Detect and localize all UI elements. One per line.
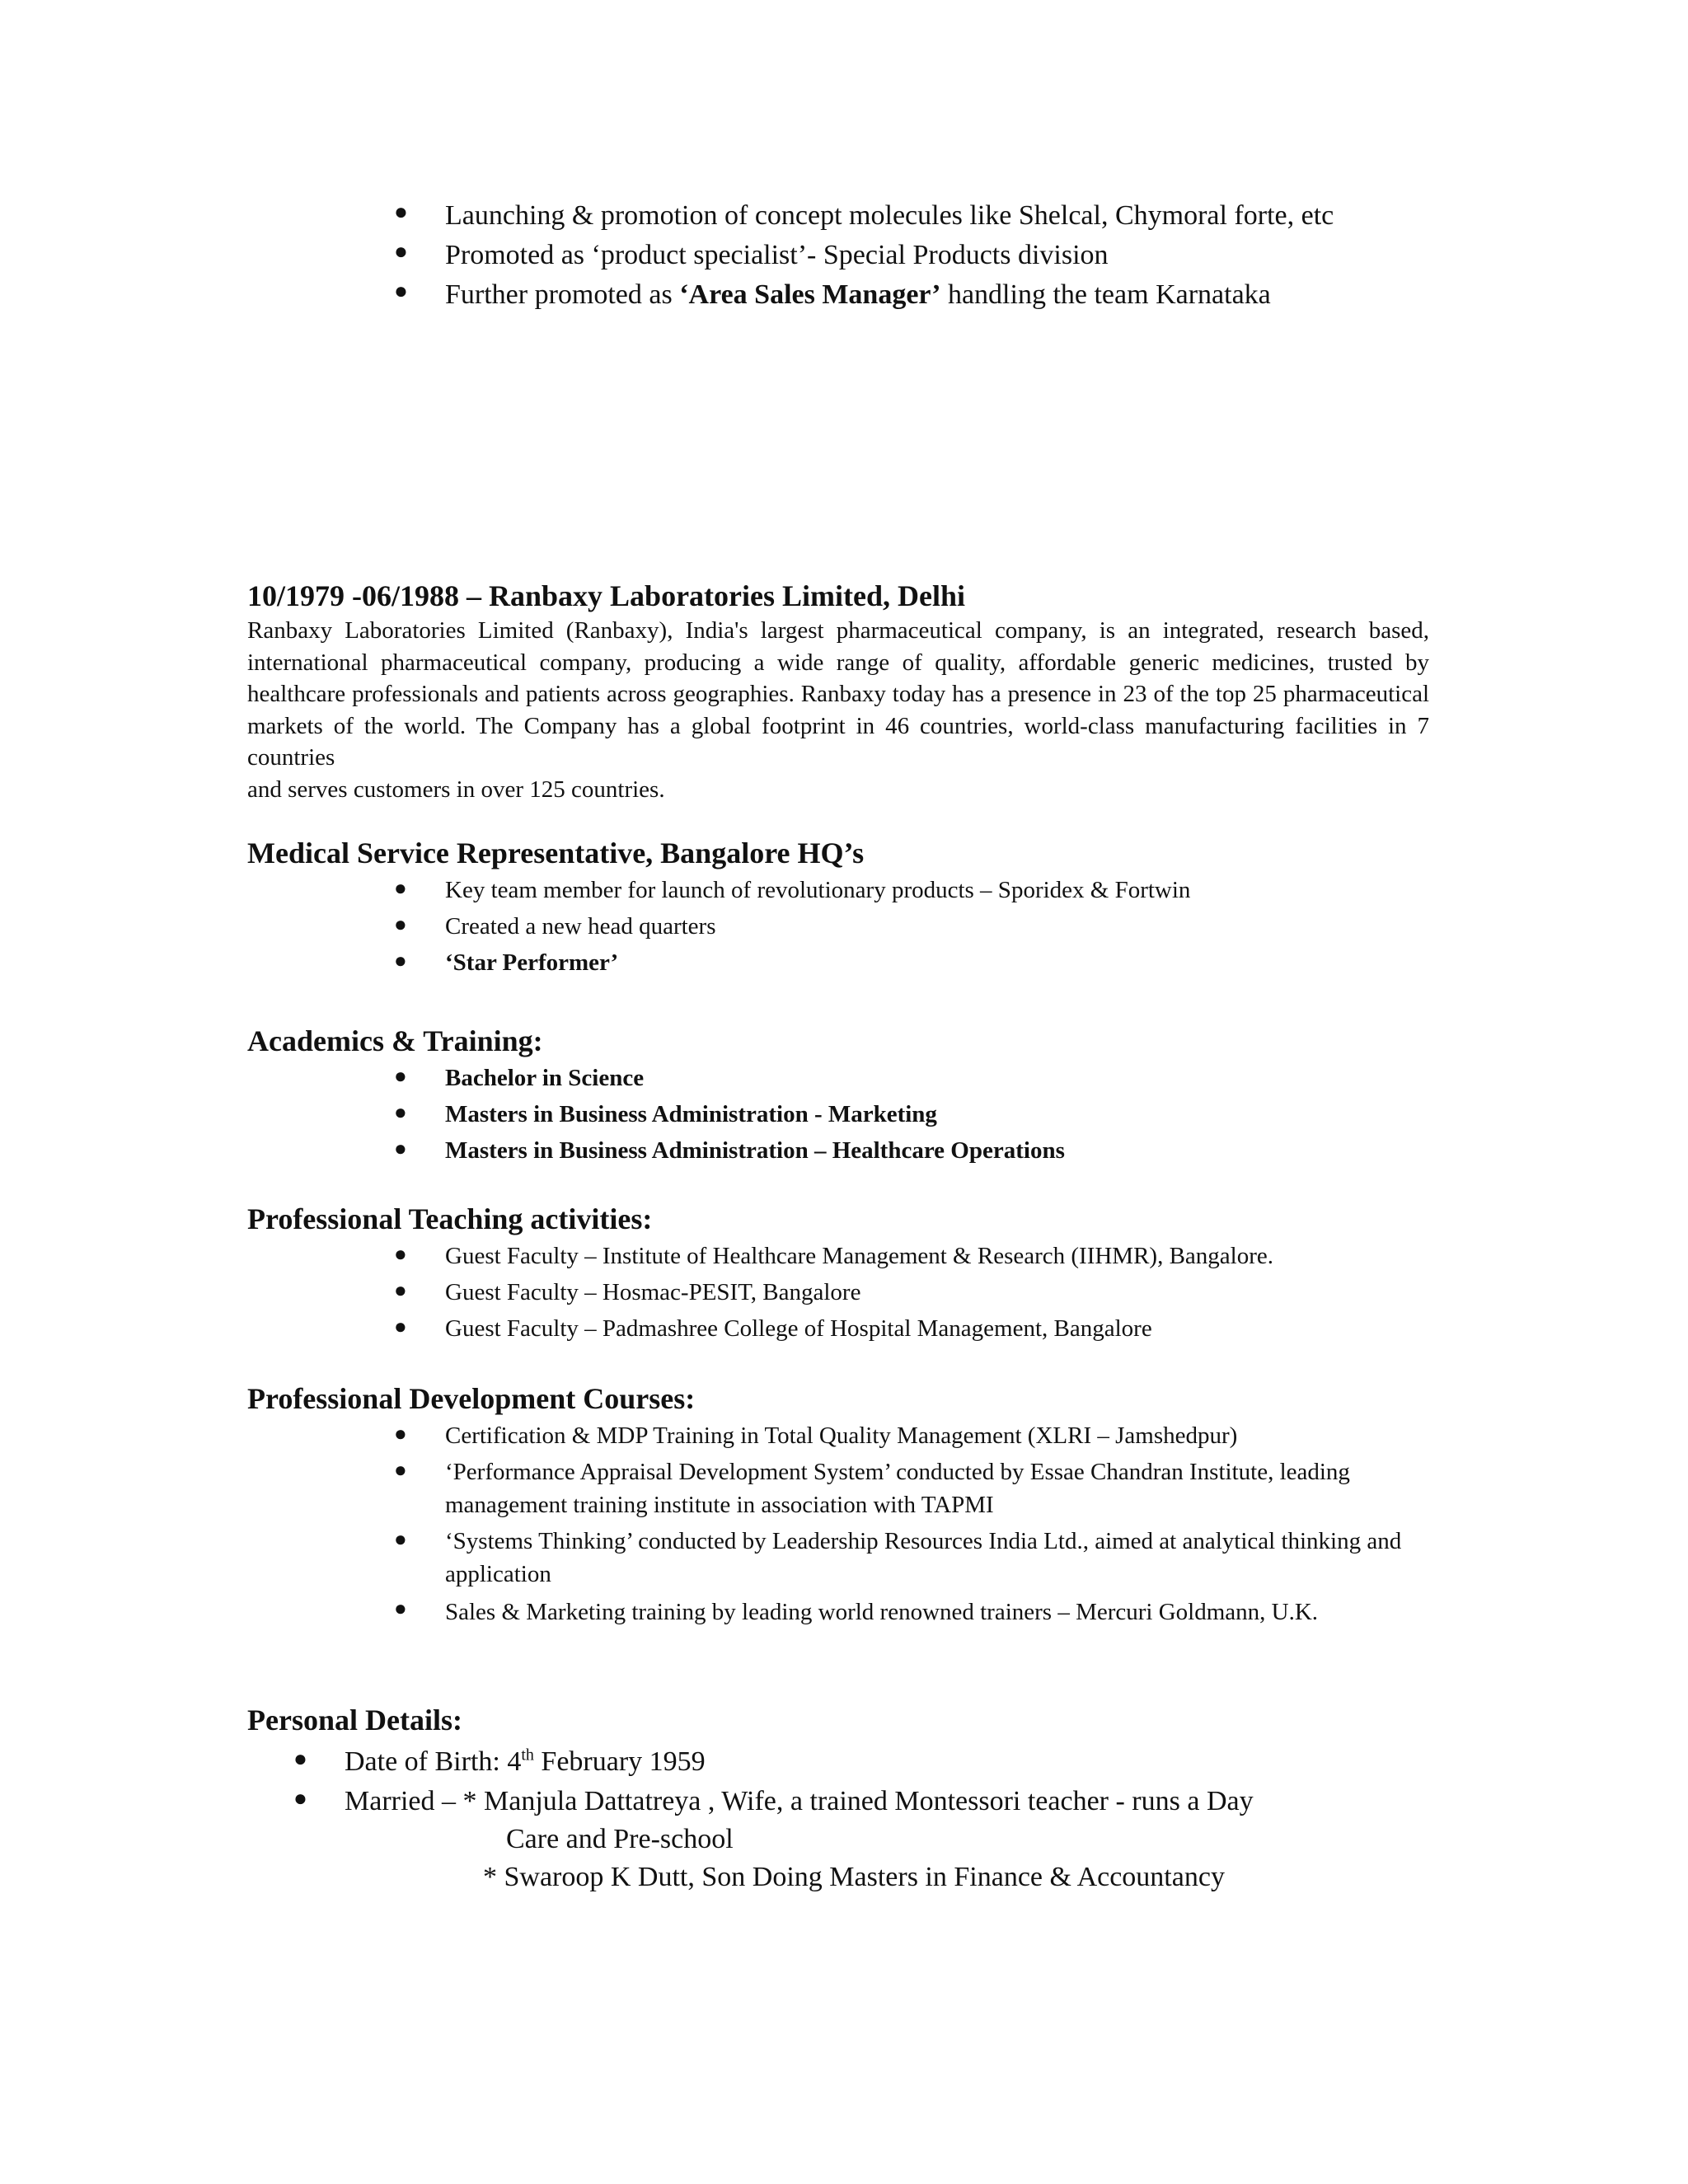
bullet-icon: ● xyxy=(394,1064,407,1088)
bullet-icon: ● xyxy=(394,1242,407,1266)
list-item: ● Sales & Marketing training by leading world renowned trainers – Mercuri Goldmann, U.K. xyxy=(394,1596,1319,1625)
bullet-icon: ● xyxy=(293,1746,307,1772)
list-item: ● Married – * Manjula Dattatreya , Wife, a trained Montessori teacher - runs a Day Care and Pre-school * Swaroop K Dutt, Son Doing Masters in Finance & Accountancy xyxy=(293,1786,1254,1892)
bullet-icon: ● xyxy=(394,1315,407,1338)
list-item: ● Created a new head quarters xyxy=(394,912,716,940)
list-item: ● Launching & promotion of concept molecules like Shelcal, Chymoral forte, etc xyxy=(394,199,1334,231)
list-item: ● ‘Systems Thinking’ conducted by Leadership Resources India Ltd., aimed at analytical thinking and application xyxy=(394,1527,1402,1587)
emphasis-text: ‘Area Sales Manager’ xyxy=(679,279,941,310)
bullet-icon: ● xyxy=(394,949,407,972)
bullet-icon: ● xyxy=(394,1596,407,1620)
list-item: ● Guest Faculty – Padmashree College of Hospital Management, Bangalore xyxy=(394,1315,1152,1342)
role-list xyxy=(394,874,1457,982)
bullet-icon: ● xyxy=(394,1278,407,1302)
courses-list xyxy=(394,1419,1457,1633)
list-item: ● Masters in Business Administration - Marketing xyxy=(394,1100,937,1127)
courses-heading: Professional Development Courses: xyxy=(247,1382,696,1415)
bullet-icon: ● xyxy=(394,1458,407,1482)
teaching-heading: Professional Teaching activities: xyxy=(247,1202,653,1235)
academics-heading: Academics & Training: xyxy=(247,1024,543,1057)
bullet-icon: ● xyxy=(394,876,407,900)
teaching-list xyxy=(394,1240,1457,1348)
list-item: ● ‘Star Performer’ xyxy=(394,949,619,976)
list-item: ● ‘Performance Appraisal Development System’ conducted by Essae Chandran Institute, leading management training institute in association with TAPMI xyxy=(394,1458,1350,1518)
bullet-icon: ● xyxy=(394,1422,407,1446)
bullet-icon: ● xyxy=(394,912,407,936)
list-item: ● Guest Faculty – Hosmac-PESIT, Bangalore xyxy=(394,1278,861,1305)
bullet-icon: ● xyxy=(394,239,408,265)
list-item: ● Masters in Business Administration – Healthcare Operations xyxy=(394,1137,1065,1164)
list-item: ● Key team member for launch of revolutionary products – Sporidex & Fortwin xyxy=(394,876,1191,903)
personal-list xyxy=(293,1743,1365,1896)
personal-heading: Personal Details: xyxy=(247,1704,462,1736)
bullet-icon: ● xyxy=(394,1137,407,1160)
bullet-icon: ● xyxy=(394,1100,407,1124)
experience-highlights-list xyxy=(394,198,1465,316)
job-heading: 10/1979 -06/1988 – Ranbaxy Laboratories Limited, Delhi xyxy=(247,579,965,612)
description-paragraph-end: and serves customers in over 125 countries. xyxy=(247,776,665,803)
job-description xyxy=(247,615,1429,806)
role-heading: Medical Service Representative, Bangalore HQ’s xyxy=(247,837,865,869)
list-item: ● Guest Faculty – Institute of Healthcare Management & Research (IIHMR), Bangalore. xyxy=(394,1242,1274,1269)
academics-list xyxy=(394,1062,1457,1170)
list-item: ● Date of Birth: 4th February 1959 xyxy=(293,1746,706,1777)
list-item: ● Certification & MDP Training in Total Quality Management (XLRI – Jamshedpur) xyxy=(394,1422,1238,1449)
list-item: ● Bachelor in Science xyxy=(394,1064,645,1091)
bullet-icon: ● xyxy=(394,1527,407,1551)
bullet-icon: ● xyxy=(394,199,408,225)
bullet-icon: ● xyxy=(394,279,408,304)
list-item: ● Further promoted as ‘Area Sales Manager’ handling the team Karnataka xyxy=(394,279,1271,310)
bullet-icon: ● xyxy=(293,1786,307,1811)
description-paragraph: Ranbaxy Laboratories Limited (Ranbaxy), India's largest pharmaceutical company, is an integrated, research based, international pharmaceutical company, producing a wide range of quality, affordable generic medicines, trusted by healthcare professionals and patients across geographies. Ranbaxy today has a presence in 23 of the top 25 pharmaceutical markets of the world. The Company has a global footprint in 46 countries, world-class manufacturing facilities in 7 countries xyxy=(247,617,1429,771)
list-item: ● Promoted as ‘product specialist’- Special Products division xyxy=(394,239,1109,270)
